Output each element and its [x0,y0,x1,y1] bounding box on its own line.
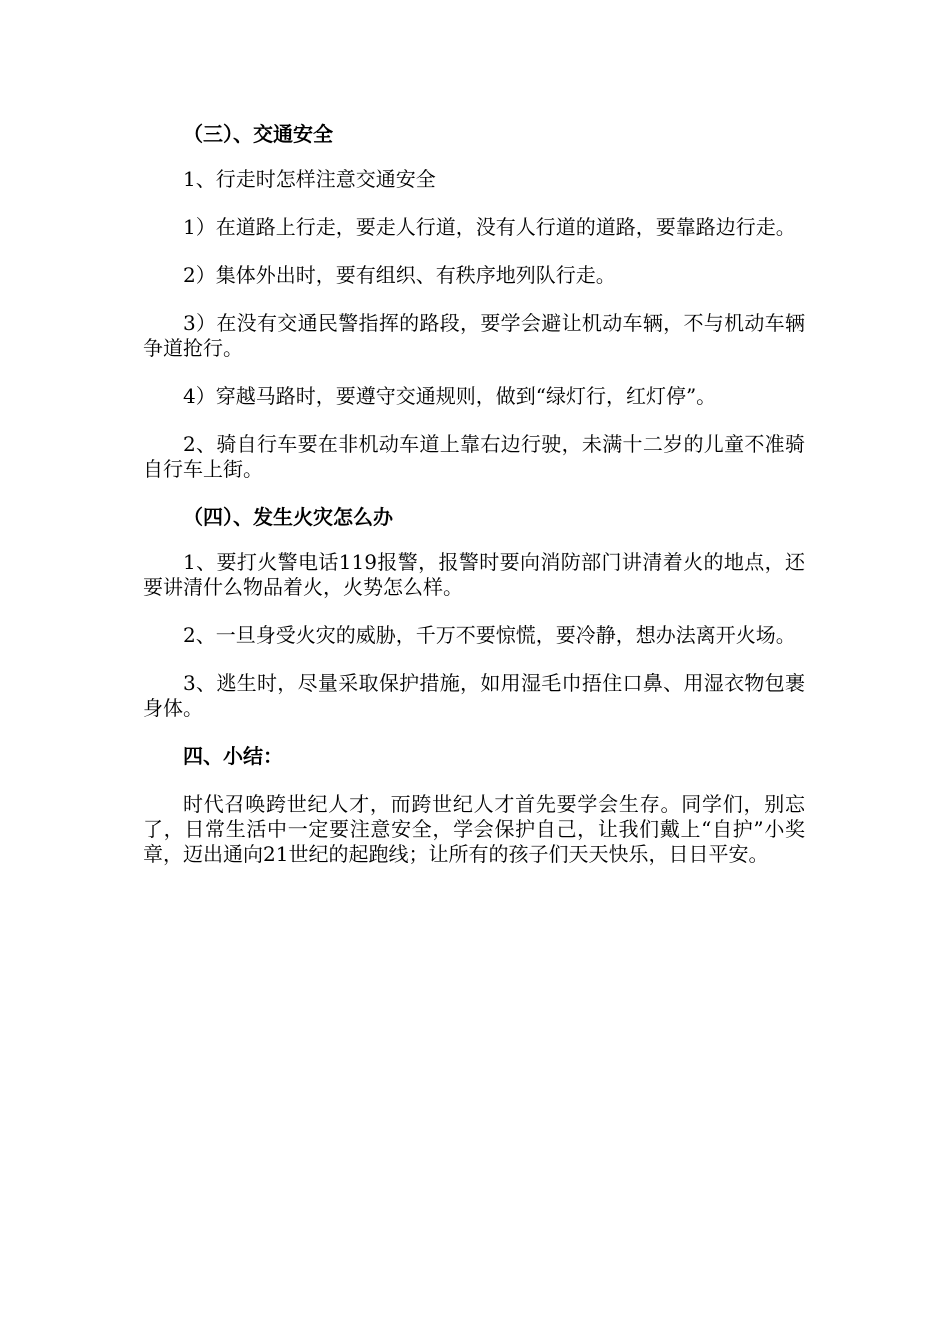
section-heading-traffic-safety: （三）、交通安全 [183,122,333,146]
paragraph-summary-text: 时代召唤跨世纪人才，而跨世纪人才首先要学会生存。同学们，别忘了，日常生活中一定要注意安全，学会保护自己，让我们戴上“自护”小奖章，迈出通向21世纪的起跑线；让所有的孩子们天天快乐，日日平安。 [143,792,805,866]
section-heading-fire: （四）、发生火灾怎么办 [183,505,393,529]
paragraph-stay-calm: 2、一旦身受火灾的威胁，千万不要惊慌，要冷静，想办法离开火场。 [183,623,796,647]
paragraph-avoid-vehicles: 3）在没有交通民警指挥的路段，要学会避让机动车辆，不与机动车辆争道抢行。 [143,311,805,360]
paragraph-walk-on-sidewalk: 1）在道路上行走，要走人行道，没有人行道的道路，要靠路边行走。 [183,215,796,239]
paragraph-bicycle-rule: 2、骑自行车要在非机动车道上靠右边行驶，未满十二岁的儿童不准骑自行车上街。 [143,432,805,481]
section-heading-summary: 四、小结： [183,744,283,768]
paragraph-call-119: 1、要打火警电话119报警，报警时要向消防部门讲清着火的地点，还要讲清什么物品着火，火势怎么样。 [143,550,805,599]
paragraph-group-outing: 2）集体外出时，要有组织、有秩序地列队行走。 [183,263,616,287]
paragraph-escape-protection: 3、逃生时，尽量采取保护措施，如用湿毛巾捂住口鼻、用湿衣物包裹身体。 [143,671,805,720]
paragraph-walking-safety-title: 1、行走时怎样注意交通安全 [183,167,436,191]
paragraph-crossing-road: 4）穿越马路时，要遵守交通规则，做到“绿灯行，红灯停”。 [183,384,717,408]
document-body [143,122,805,890]
